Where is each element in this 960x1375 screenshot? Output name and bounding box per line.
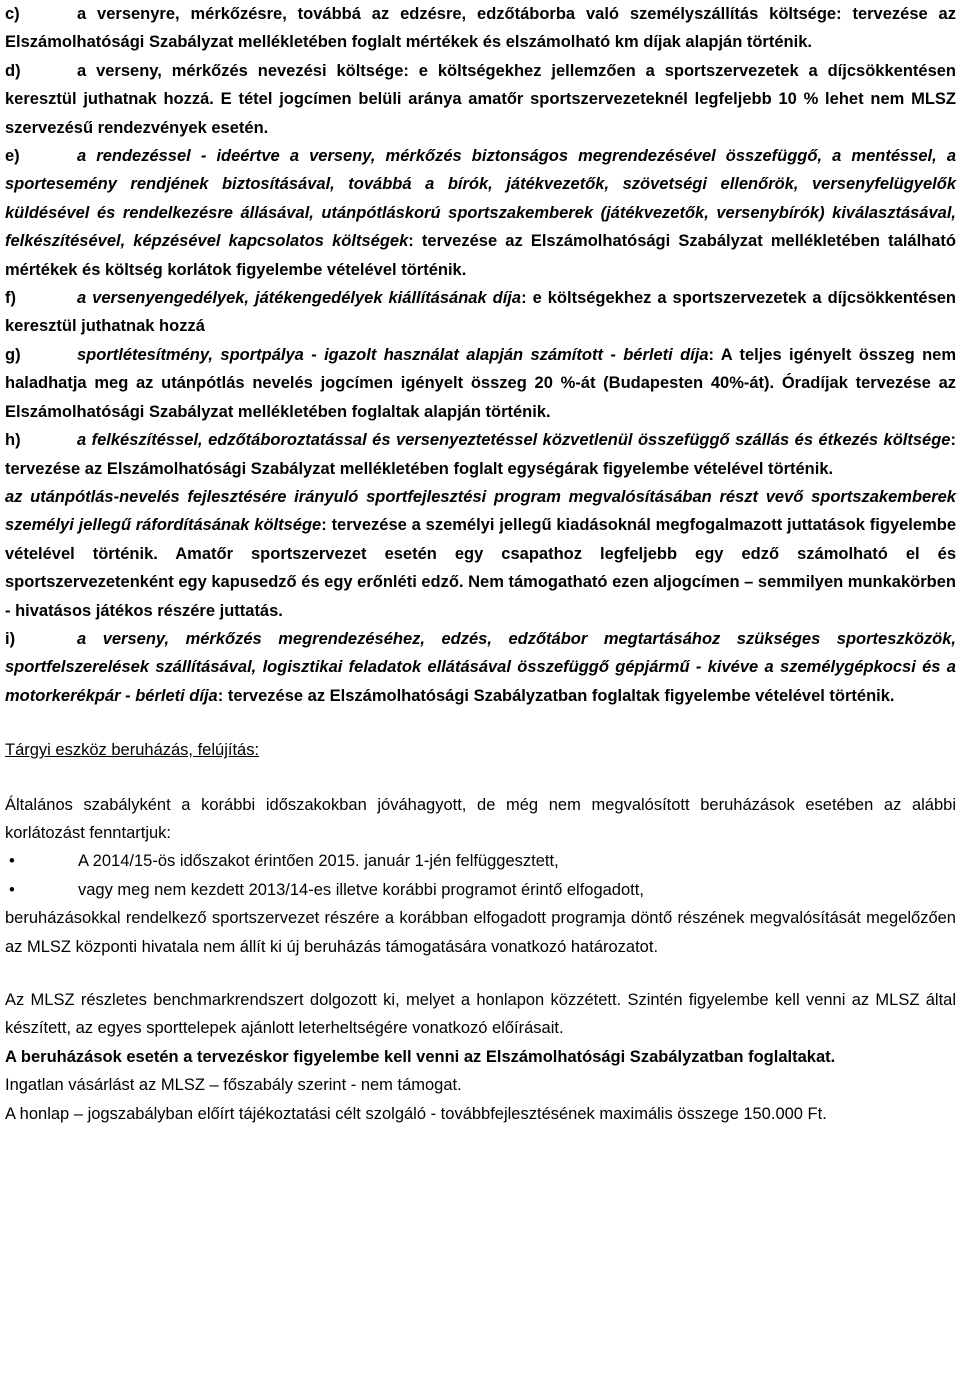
after-bullets-paragraph: beruházásokkal rendelkező sportszervezet részére a korábban elfogadott programja döntő részének megvalósítását megelőzően az MLSZ központi hivatala nem állít ki új beruházás támogatására vonatkozó határozatot. — [5, 909, 956, 956]
benchmark-paragraph: Az MLSZ részletes benchmarkrendszert dolgozott ki, melyet a honlapon közzétett. Szintén figyelembe kell venni az MLSZ által készített, az egyes sporttelepek ajánlott leterheltségére vonatkozó előírásait. — [5, 991, 956, 1038]
item-h-continuation — [5, 483, 956, 625]
item-text: : tervezése az Elszámolhatósági Szabályzat mellékletében található mértékek és költség korlátok figyelembe vételével történik. — [5, 232, 956, 279]
item-emphasis: a rendezéssel - ideértve a verseny, mérkőzés biztonságos megrendezésével összefüggő, a mentéssel, a sportesemény rendjének biztosításával, továbbá a bírók, játékvezetők, szövetségi ellenőrök, versenyfelügyelők küldésével és rendelkezésre állásával, utánpótláskorú sportszakemberek (játékvezetők, versenybírók) kiválasztásával, felkészítésével, képzésével kapcsolatos költségek — [5, 147, 956, 251]
item-emphasis: az utánpótlás-nevelés fejlesztésére irányuló sportfejlesztési program megvalósításában részt vevő sportszakemberek személyi jellegű ráfordításának költsége — [5, 487, 956, 535]
item-label: e) — [5, 147, 20, 166]
section-heading — [5, 736, 956, 764]
item-text: : tervezése a személyi jellegű kiadásoknál megfogalmazott juttatások figyelembe vételével történik. Amatőr sportszervezet esetén egy csapathoz legfeljebb egy edző számolható el és sportszervezetenként egy kapusedző és egy erőnléti edző. Nem támogatható ezen aljogcímen – semmilyen munkakörben - hivatásos játékos részére juttatás. — [5, 516, 956, 620]
item-emphasis: a verseny, mérkőzés megrendezéséhez, edzés, edzőtábor megtartásához szükséges sporteszközök, sportfelszerelések szállításával, logisztikai feladatok ellátásával összefüggő gépjármű - kivéve a személygépkocsi és a motorkerékpár - bérleti díja — [5, 629, 956, 705]
property-paragraph: Ingatlan vásárlást az MLSZ – főszabály szerint - nem támogat. — [5, 1076, 462, 1095]
item-text: : A teljes igényelt összeg nem haladhatja meg az utánpótlás nevelés jogcímen igényelt összeg 20 %-át (Budapesten 40%-át). Óradíjak tervezése az Elszámolhatósági Szabályzat mellékletében foglaltak alapján történik. — [5, 345, 957, 421]
item-label: g) — [5, 345, 21, 364]
item-label: h) — [5, 431, 21, 450]
item-e — [5, 142, 956, 284]
section-heading-text: Tárgyi eszköz beruházás, felújítás: — [5, 741, 260, 760]
spacer — [5, 765, 956, 791]
spacer — [5, 961, 956, 986]
item-text: a verseny, mérkőzés nevezési költsége: e költségekhez jellemzően a sportszervezetek a díjcsökkentésen keresztül juthatnak hozzá. E tétel jogcímen belüli aránya amatőr sportszervezeteknél legfeljebb 10 % lehet nem MLSZ szervezésű rendezvények esetén. — [5, 61, 956, 137]
item-emphasis: a versenyengedélyek, játékengedélyek kiállításának díja — [77, 289, 522, 308]
item-text: : tervezése az Elszámolhatósági Szabályzat mellékletében foglalt egységárak figyelembe vételével történik. — [5, 431, 956, 478]
bullet-item — [5, 876, 956, 904]
bullet-icon: • — [9, 880, 15, 899]
item-label: c) — [5, 5, 20, 23]
item-f — [5, 284, 956, 341]
item-text: : tervezése az Elszámolhatósági Szabályzatban foglaltak figyelembe vételével történik. — [217, 686, 895, 705]
item-g — [5, 341, 956, 426]
spacer — [5, 710, 956, 736]
item-h — [5, 426, 956, 483]
item-text: a versenyre, mérkőzésre, továbbá az edzésre, edzőtáborba való személyszállítás költsége: tervezése az Elszámolhatósági Szabályzat mellékletében foglalt mértékek és elszámolható km díjak alapján történik. — [5, 5, 956, 52]
item-d — [5, 57, 956, 142]
bullet-item — [5, 847, 956, 875]
item-text: : e költségekhez a sportszervezetek a díjcsökkentésen keresztül juthatnak hozzá — [5, 289, 956, 336]
item-label: i) — [5, 629, 16, 648]
item-emphasis: sportlétesítmény, sportpálya - igazolt használat alapján számított - bérleti díja — [77, 345, 709, 364]
item-c — [5, 0, 956, 57]
bold-note: A beruházások esetén a tervezéskor figyelembe kell venni az Elszámolhatósági Szabályzatban foglaltakat. — [5, 1047, 836, 1066]
website-paragraph: A honlap – jogszabályban előírt tájékoztatási célt szolgáló - továbbfejlesztésének maximális összege 150.000 Ft. — [5, 1104, 827, 1123]
bullet-icon: • — [9, 852, 15, 871]
item-label: f) — [5, 289, 16, 308]
item-emphasis: a felkészítéssel, edzőtáboroztatással és versenyeztetéssel közvetlenül összefüggő szállás és étkezés költsége — [77, 431, 951, 450]
item-i — [5, 625, 956, 710]
section-intro: Általános szabályként a korábbi időszakokban jóváhagyott, de még nem megvalósított beruházások esetében az alábbi korlátozást fenntartjuk: — [5, 795, 956, 842]
item-label: d) — [5, 61, 21, 80]
bullet-text: vagy meg nem kezdett 2013/14-es illetve korábbi programot érintő elfogadott, — [78, 880, 644, 899]
bullet-text: A 2014/15-ös időszakot érintően 2015. január 1-jén felfüggesztett, — [78, 852, 559, 871]
